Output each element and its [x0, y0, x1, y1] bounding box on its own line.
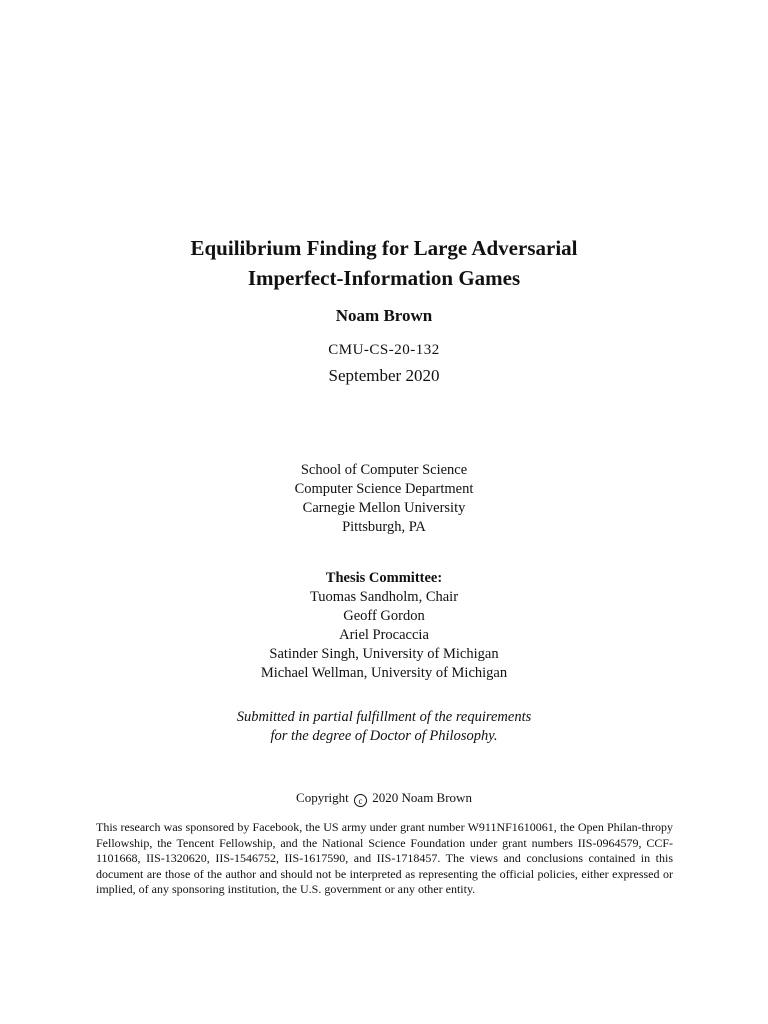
submission-statement [0, 708, 768, 746]
affiliation-department: Computer Science Department [294, 481, 474, 497]
committee-member: Satinder Singh, University of Michigan [269, 646, 499, 662]
affiliation-university: Carnegie Mellon University [302, 500, 466, 516]
committee-member: Tuomas Sandholm, Chair [309, 589, 459, 605]
affiliation-location: Pittsburgh, PA [342, 519, 426, 535]
affiliation-school: School of Computer Science [300, 462, 468, 478]
committee-member: Michael Wellman, University of Michigan [260, 665, 508, 681]
thesis-title-line-1: Equilibrium Finding for Large Adversarial [190, 236, 578, 260]
copyright-prefix: Copyright [296, 790, 349, 805]
thesis-title [0, 233, 768, 293]
copyright-notice [0, 789, 768, 807]
thesis-title-line-2: Imperfect-Information Games [247, 266, 521, 290]
author-name: Noam Brown [335, 306, 433, 325]
submission-line-1: Submitted in partial fulfillment of the requirements [236, 709, 532, 725]
copyright-icon: c [354, 794, 367, 807]
sponsorship-note: This research was sponsored by Facebook, the US army under grant number W911NF1610061, the Open Philan-thropy Fellowship, the Tencent Fellowship, and the National Science Foundation under grant numbers IIS-0964579, CCF-1101668, IIS-1320620, IIS-1546752, IIS-1617590, and IIS-1718457. The views and conclusions contained in this document are those of the author and should not be interpreted as representing the official policies, either expressed or implied, of any sponsoring institution, the U.S. government or any other entity. [96, 820, 673, 896]
submission-line-2: for the degree of Doctor of Philosophy. [270, 728, 498, 744]
committee-member: Ariel Procaccia [339, 627, 429, 643]
committee-heading: Thesis Committee: [325, 570, 443, 586]
thesis-committee [0, 569, 768, 683]
copyright-text: 2020 Noam Brown [372, 790, 472, 805]
committee-member: Geoff Gordon [343, 608, 425, 624]
report-number: CMU-CS-20-132 [328, 342, 440, 358]
affiliation-block [0, 461, 768, 537]
publication-date: September 2020 [328, 366, 440, 385]
